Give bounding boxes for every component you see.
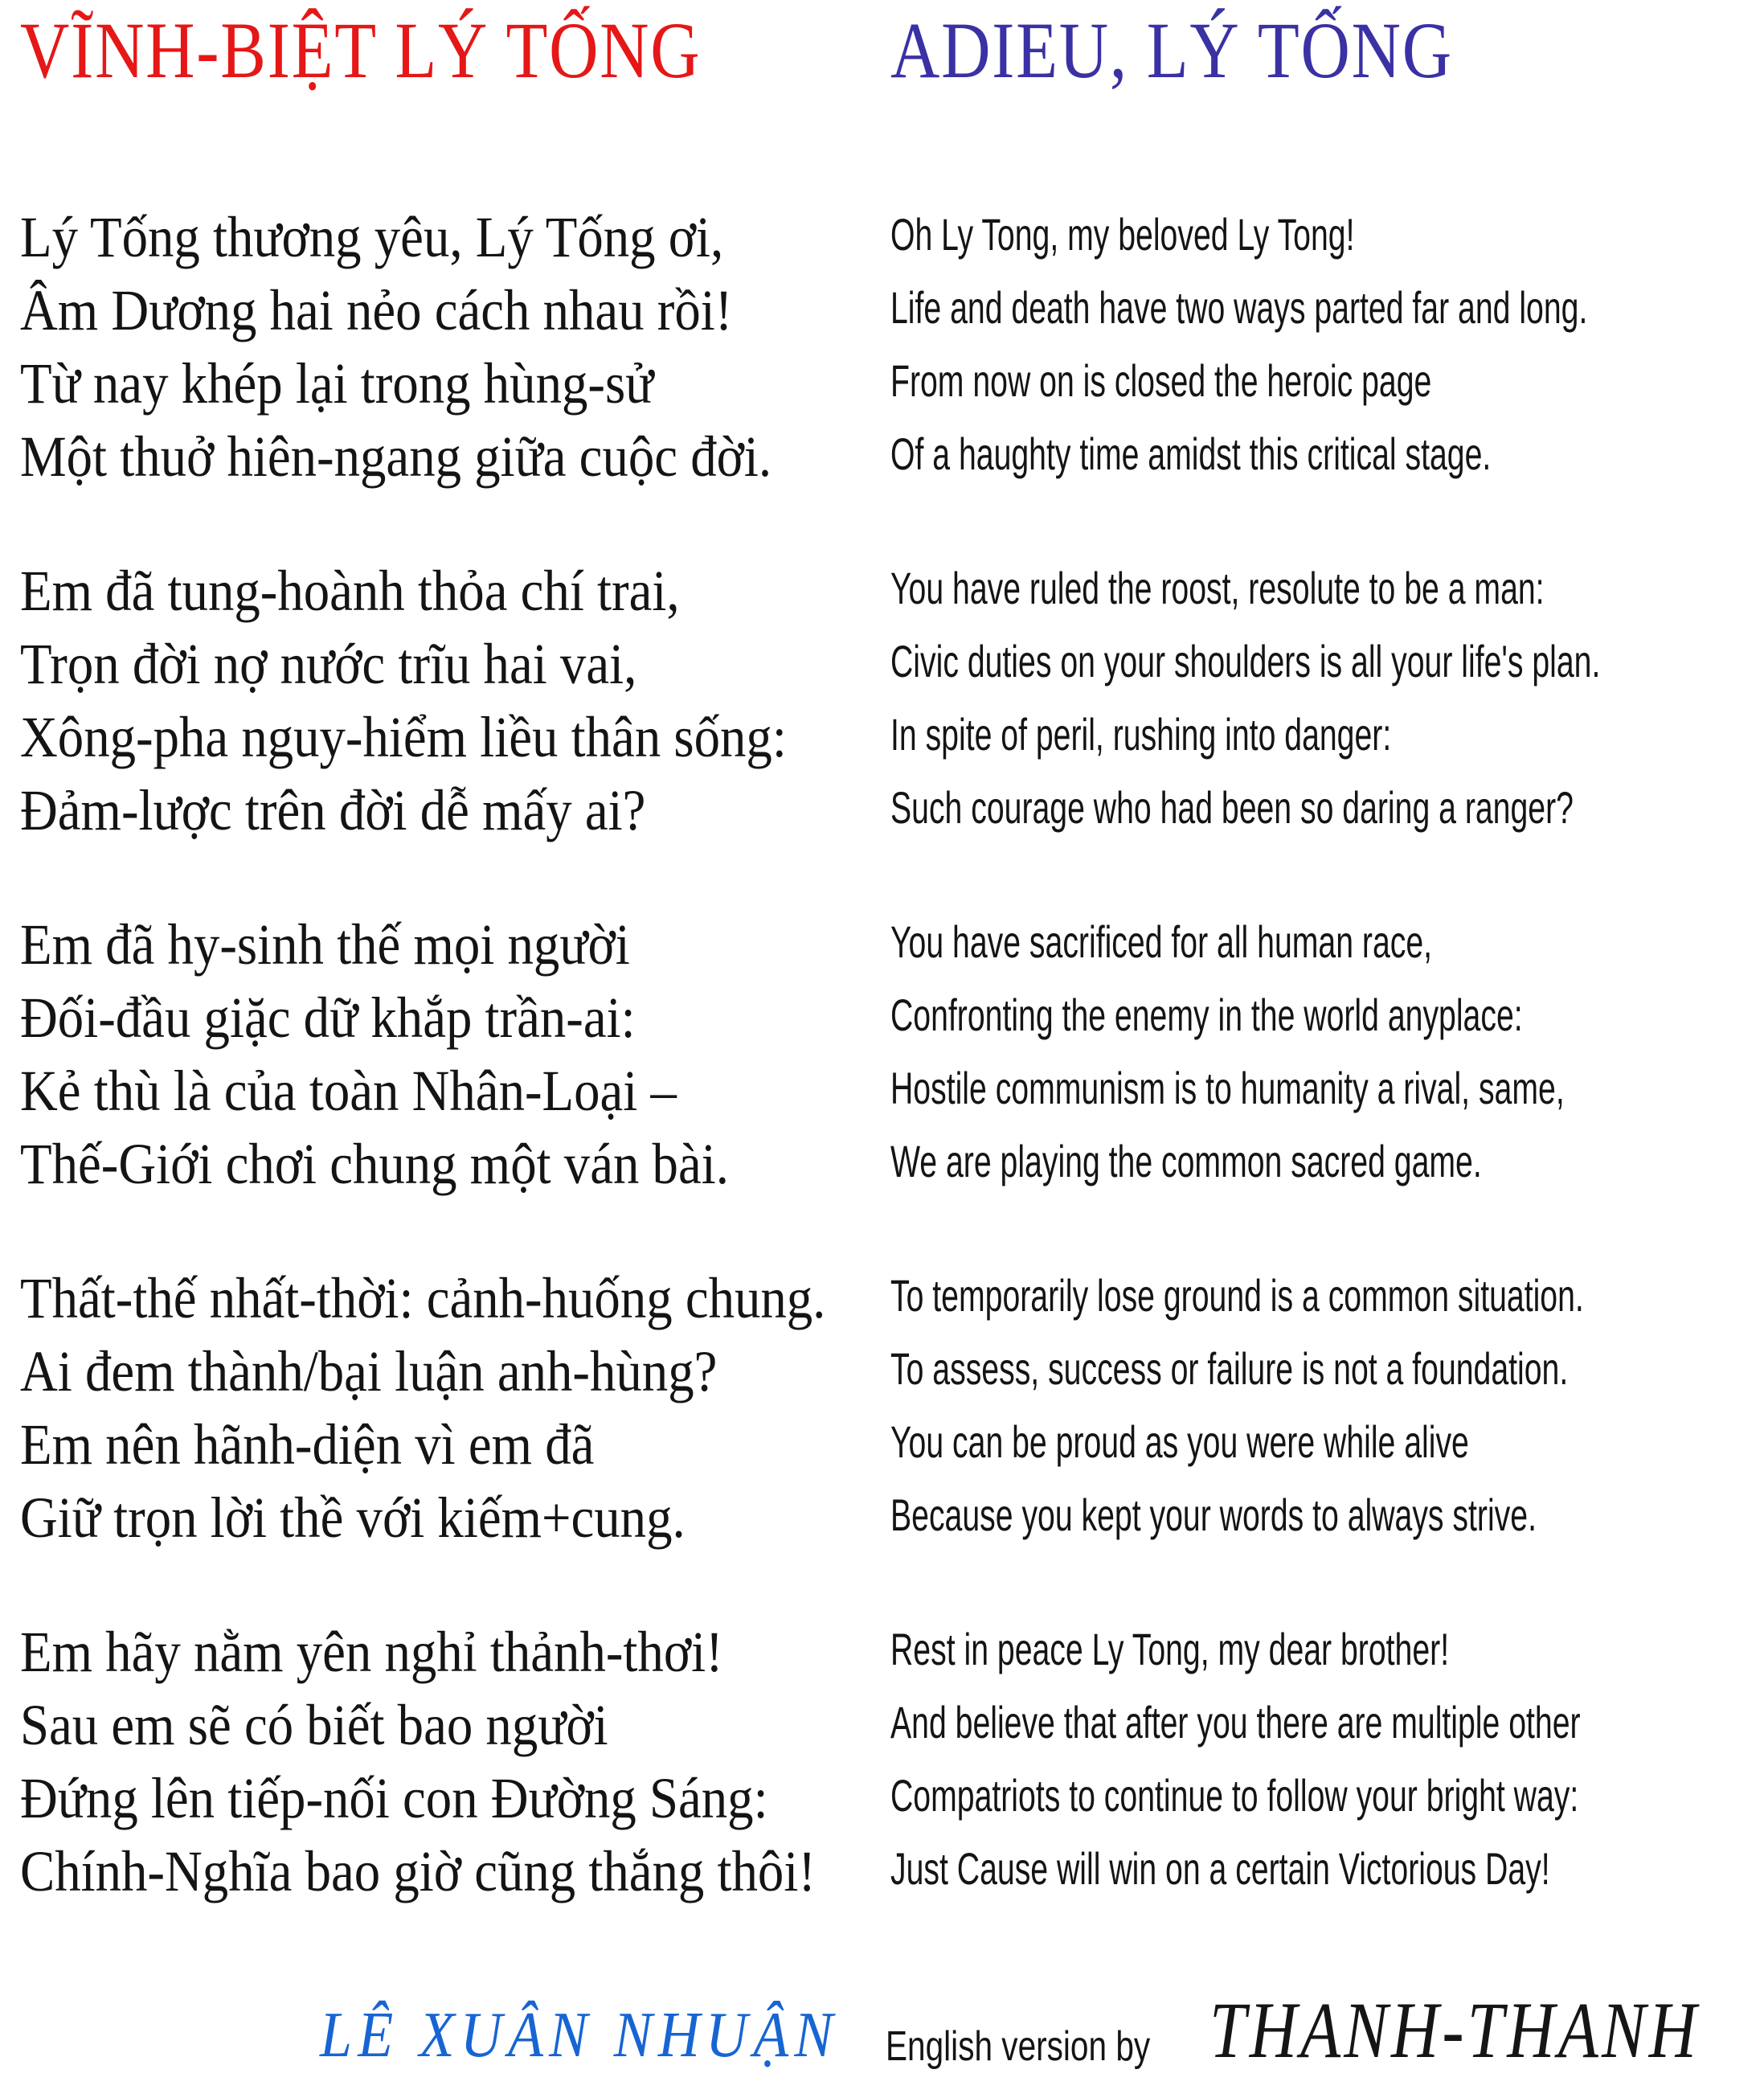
poem-line: Thất-thế nhất-thời: cảnh-huống chung. [20, 1266, 826, 1330]
poem-title-english: ADIEU, LÝ TỐNG [890, 6, 1453, 95]
stanza-5-vietnamese [20, 1616, 864, 1908]
poem-line: You can be proud as you were while alive [890, 1416, 1469, 1467]
poem-line: Of a haughty time amidst this critical stage. [890, 428, 1492, 479]
poem-line: Life and death have two ways parted far and long. [890, 282, 1588, 333]
poem-line: To temporarily lose ground is a common situation. [890, 1270, 1584, 1321]
poem-line: Kẻ thù là của toàn Nhân-Loại – [20, 1059, 677, 1123]
poem-line: Đứng lên tiếp-nối con Đường Sáng: [20, 1766, 768, 1830]
poem-title-vietnamese: VĨNH-BIỆT LÝ TỐNG [20, 6, 702, 95]
poem-line: Đảm-lược trên đời dễ mấy ai? [20, 778, 646, 842]
stanza-1-english [890, 198, 1764, 490]
poem-line: We are playing the common sacred game. [890, 1136, 1482, 1186]
poem-line: Trọn đời nợ nước trĩu hai vai, [20, 632, 637, 696]
poem-line: You have ruled the roost, resolute to be a man: [890, 563, 1545, 613]
stanza-3-english [890, 905, 1764, 1198]
poem-line: Hostile communism is to humanity a rival, same, [890, 1063, 1565, 1113]
author-signature-vietnamese: LÊ XUÂN NHUẬN [320, 2000, 839, 2071]
poem-line: To assess, success or failure is not a foundation. [890, 1343, 1569, 1394]
poem-line: Em đã hy-sinh thế mọi người [20, 912, 630, 977]
poem-line: Just Cause will win on a certain Victorious Day! [890, 1843, 1550, 1894]
poem-line: Lý Tống thương yêu, Lý Tống ơi, [20, 205, 724, 269]
stanza-4-vietnamese [20, 1262, 864, 1555]
poem-line: Confronting the enemy in the world anyplace: [890, 990, 1523, 1040]
poem-line: And believe that after you there are multiple other [890, 1697, 1581, 1748]
poem-line: Em hãy nằm yên nghỉ thảnh-thơi! [20, 1620, 723, 1684]
poem-line: Em đã tung-hoành thỏa chí trai, [20, 559, 680, 623]
poem-line: Ai đem thành/bại luận anh-hùng? [20, 1339, 718, 1403]
poem-line: Compatriots to continue to follow your bright way: [890, 1770, 1579, 1821]
poem-line: Oh Ly Tong, my beloved Ly Tong! [890, 209, 1355, 260]
poem-line: Chính-Nghĩa bao giờ cũng thắng thôi! [20, 1839, 816, 1903]
stanza-2-vietnamese [20, 555, 864, 847]
poem-line: Civic duties on your shoulders is all your life's plan. [890, 636, 1601, 686]
poem-line: Rest in peace Ly Tong, my dear brother! [890, 1624, 1450, 1674]
stanza-3-vietnamese [20, 908, 864, 1201]
poem-line: Such courage who had been so daring a ranger? [890, 782, 1574, 833]
poem-line: From now on is closed the heroic page [890, 355, 1432, 406]
poem-line: Một thuở hiên-ngang giữa cuộc đời. [20, 424, 772, 489]
poem-line: Xông-pha nguy-hiểm liều thân sống: [20, 705, 787, 769]
poem-line: Âm Dương hai nẻo cách nhau rồi! [20, 278, 733, 342]
poem-line: Because you kept your words to always strive. [890, 1489, 1537, 1540]
poem-column-english [890, 198, 1764, 1966]
poem-column-vietnamese [20, 201, 864, 1969]
translation-credit-label: English version by [886, 2023, 1151, 2070]
poem-line: Thế-Giới chơi chung một ván bài. [20, 1132, 729, 1196]
stanza-5-english [890, 1612, 1764, 1905]
poem-line: Em nên hãnh-diện vì em đã [20, 1412, 595, 1477]
poem-line: Giữ trọn lời thề với kiếm+cung. [20, 1485, 686, 1550]
author-signature-english: THANH-THANH [1209, 1985, 1701, 2075]
poem-line: Sau em sẽ có biết bao người [20, 1693, 608, 1757]
stanza-1-vietnamese [20, 201, 864, 494]
poem-line: In spite of peril, rushing into danger: [890, 709, 1392, 760]
poem-line: Đối-đầu giặc dữ khắp trần-ai: [20, 985, 636, 1050]
stanza-2-english [890, 551, 1764, 844]
poem-line: You have sacrificed for all human race, [890, 916, 1433, 967]
stanza-4-english [890, 1259, 1764, 1551]
poem-line: Từ nay khép lại trong hùng-sử [20, 351, 654, 416]
